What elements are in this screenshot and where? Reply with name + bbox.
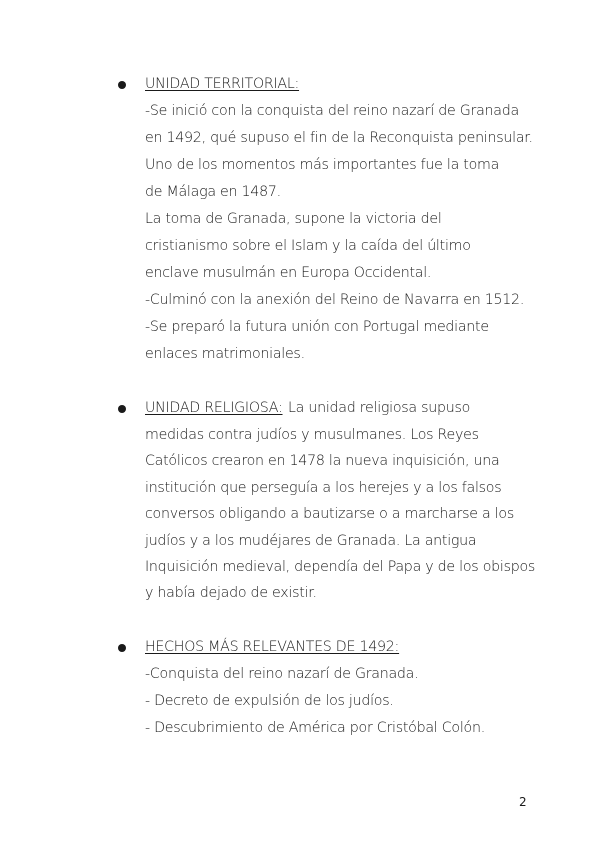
text-line: enlaces matrimoniales.: [145, 346, 305, 362]
text-line: Católicos crearon en 1478 la nueva inquisición, una: [145, 453, 500, 469]
text-line: -Conquista del reino nazarí de Granada.: [145, 666, 419, 682]
text-line: en 1492, qué supuso el fin de la Reconquista peninsular.: [145, 130, 533, 146]
text-line: La unidad religiosa supuso: [288, 400, 471, 416]
text-line: de Málaga en 1487.: [145, 184, 281, 200]
text-line: y había dejado de existir.: [145, 585, 317, 601]
text-line: Uno de los momentos más importantes fue la toma: [145, 157, 500, 173]
text-line: Inquisición medieval, dependía del Papa y de los obispos: [145, 559, 536, 575]
text-line: -Se inició con la conquista del reino nazarí de Granada: [145, 103, 519, 119]
text-line: - Descubrimiento de América por Cristóbal Colón.: [145, 720, 485, 736]
text-line: La toma de Granada, supone la victoria del: [145, 211, 442, 227]
section-heading: HECHOS MÁS RELEVANTES DE 1492:: [145, 639, 400, 655]
text-line: -Culminó con la anexión del Reino de Navarra en 1512.: [145, 292, 525, 308]
section-heading: UNIDAD TERRITORIAL:: [145, 76, 300, 92]
bullet-icon: [118, 405, 126, 413]
text-line: -Se preparó la futura unión con Portugal mediante: [145, 319, 489, 335]
bullet-icon: [118, 81, 126, 89]
text-line: enclave musulmán en Europa Occidental.: [145, 265, 432, 281]
text-line: conversos obligando a bautizarse o a marcharse a los: [145, 506, 514, 522]
page-number: 2: [519, 795, 527, 809]
text-line: - Decreto de expulsión de los judíos.: [145, 693, 394, 709]
text-line: institución que perseguía a los herejes y a los falsos: [145, 480, 502, 496]
text-line: cristianismo sobre el Islam y la caída del último: [145, 238, 471, 254]
section-heading: UNIDAD RELIGIOSA:: [145, 400, 283, 416]
text-line: medidas contra judíos y musulmanes. Los Reyes: [145, 427, 479, 443]
text-line: judíos y a los mudéjares de Granada. La antigua: [145, 533, 477, 549]
bullet-icon: [118, 644, 126, 652]
